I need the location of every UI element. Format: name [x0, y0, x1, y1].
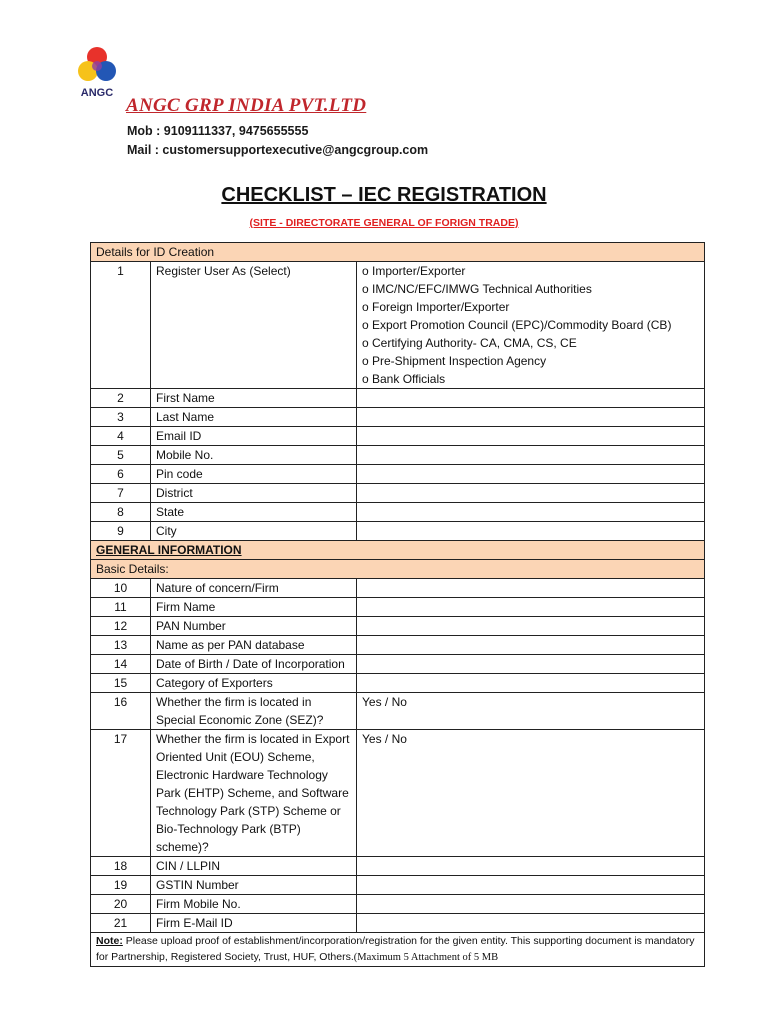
document-title: CHECKLIST – IEC REGISTRATION — [221, 184, 547, 206]
table-row — [91, 857, 705, 876]
row-label: Whether the firm is located in Special Economic Zone (SEZ)? — [151, 693, 357, 730]
table-row — [91, 446, 705, 465]
table-row — [91, 262, 705, 389]
row-number: 10 — [91, 579, 151, 598]
row-label: Name as per PAN database — [151, 636, 357, 655]
section-general-information — [91, 541, 705, 560]
document-subtitle: (SITE - DIRECTORATE GENERAL OF FORIGN TRADE) — [249, 217, 519, 229]
table-row — [91, 636, 705, 655]
row-number: 16 — [91, 693, 151, 730]
row-label: Email ID — [151, 427, 357, 446]
row-value[interactable] — [357, 857, 705, 876]
row-label: Register User As (Select) — [151, 262, 357, 389]
row-number: 1 — [91, 262, 151, 389]
row-label: Whether the firm is located in Export Oriented Unit (EOU) Scheme, Electronic Hardware Technology Park (EHTP) Scheme, and Software Technology Park (STP) Scheme or Bio-Technology Park (BTP) scheme)? — [151, 730, 357, 857]
table-row — [91, 503, 705, 522]
row-number: 9 — [91, 522, 151, 541]
row-number: 13 — [91, 636, 151, 655]
table-row — [91, 914, 705, 933]
table-row — [91, 655, 705, 674]
table-row — [91, 598, 705, 617]
note-text: Please upload proof of establishment/incorporation/registration for the given entity. This supporting document is mandatory for Partnership, Registered Society, Trust, HUF, Others. — [96, 935, 695, 963]
row-number: 12 — [91, 617, 151, 636]
row-label: Firm Name — [151, 598, 357, 617]
row-label: Date of Birth / Date of Incorporation — [151, 655, 357, 674]
row-number: 14 — [91, 655, 151, 674]
row-value[interactable] — [357, 446, 705, 465]
table-row — [91, 693, 705, 730]
row-value[interactable] — [357, 465, 705, 484]
row-label: Nature of concern/Firm — [151, 579, 357, 598]
section-id-creation — [91, 243, 705, 262]
row-value[interactable]: Yes / No — [357, 730, 705, 857]
row-value[interactable] — [357, 484, 705, 503]
row-label: Firm E-Mail ID — [151, 914, 357, 933]
row-number: 6 — [91, 465, 151, 484]
row-value[interactable] — [357, 579, 705, 598]
row-number: 18 — [91, 857, 151, 876]
row-label: GSTIN Number — [151, 876, 357, 895]
note-label: Note: — [96, 935, 123, 947]
table-row — [91, 579, 705, 598]
row-value[interactable] — [357, 895, 705, 914]
angc-logo — [72, 44, 122, 108]
row-value[interactable] — [357, 522, 705, 541]
row-label: PAN Number — [151, 617, 357, 636]
row-number: 19 — [91, 876, 151, 895]
section-basic-details — [91, 560, 705, 579]
row-number: 5 — [91, 446, 151, 465]
section-label: Details for ID Creation — [91, 243, 705, 262]
register-option[interactable]: o IMC/NC/EFC/IMWG Technical Authorities — [362, 282, 592, 296]
table-row — [91, 465, 705, 484]
table-row — [91, 895, 705, 914]
row-label: Pin code — [151, 465, 357, 484]
row-value[interactable] — [357, 914, 705, 933]
row-label: First Name — [151, 389, 357, 408]
row-value[interactable] — [357, 408, 705, 427]
row-value[interactable] — [357, 427, 705, 446]
row-label: Firm Mobile No. — [151, 895, 357, 914]
section-label: Basic Details: — [91, 560, 705, 579]
table-row — [91, 484, 705, 503]
table-row — [91, 876, 705, 895]
row-number: 3 — [91, 408, 151, 427]
section-title: GENERAL INFORMATION — [96, 543, 242, 557]
checklist-table — [90, 242, 705, 967]
table-row — [91, 522, 705, 541]
row-label: Last Name — [151, 408, 357, 427]
register-option[interactable]: o Importer/Exporter — [362, 264, 466, 278]
logo-text: ANGC — [80, 87, 114, 99]
note-cell — [91, 933, 705, 967]
register-option[interactable]: o Foreign Importer/Exporter — [362, 300, 510, 314]
table-row — [91, 674, 705, 693]
table-row — [91, 389, 705, 408]
row-number: 8 — [91, 503, 151, 522]
row-value[interactable] — [357, 636, 705, 655]
row-label: Category of Exporters — [151, 674, 357, 693]
row-value[interactable] — [357, 655, 705, 674]
support-email: Mail : customersupportexecutive@angcgroup.com — [127, 143, 429, 157]
register-options — [357, 262, 705, 389]
row-value[interactable] — [357, 598, 705, 617]
table-row — [91, 730, 705, 857]
register-option[interactable]: o Export Promotion Council (EPC)/Commodity Board (CB) — [362, 318, 672, 332]
register-option[interactable]: o Pre-Shipment Inspection Agency — [362, 354, 547, 368]
row-value[interactable] — [357, 674, 705, 693]
mobile-numbers: Mob : 9109111337, 9475655555 — [127, 124, 309, 138]
row-label: State — [151, 503, 357, 522]
table-row — [91, 617, 705, 636]
row-label: CIN / LLPIN — [151, 857, 357, 876]
company-name: ANGC GRP INDIA PVT.LTD — [126, 95, 367, 116]
register-option[interactable]: o Certifying Authority- CA, CMA, CS, CE — [362, 336, 577, 350]
row-value[interactable] — [357, 876, 705, 895]
note-tail: (Maximum 5 Attachment of 5 MB — [353, 952, 499, 963]
table-row — [91, 408, 705, 427]
row-number: 2 — [91, 389, 151, 408]
row-value[interactable] — [357, 503, 705, 522]
row-label: Mobile No. — [151, 446, 357, 465]
row-label: City — [151, 522, 357, 541]
row-number: 17 — [91, 730, 151, 857]
table-row — [91, 427, 705, 446]
row-number: 4 — [91, 427, 151, 446]
row-number: 7 — [91, 484, 151, 503]
row-value[interactable]: Yes / No — [357, 693, 705, 730]
row-label: District — [151, 484, 357, 503]
register-option[interactable]: o Bank Officials — [362, 372, 446, 386]
row-value[interactable] — [357, 389, 705, 408]
row-number: 15 — [91, 674, 151, 693]
row-value[interactable] — [357, 617, 705, 636]
row-number: 11 — [91, 598, 151, 617]
note-row — [91, 933, 705, 967]
row-number: 21 — [91, 914, 151, 933]
row-number: 20 — [91, 895, 151, 914]
